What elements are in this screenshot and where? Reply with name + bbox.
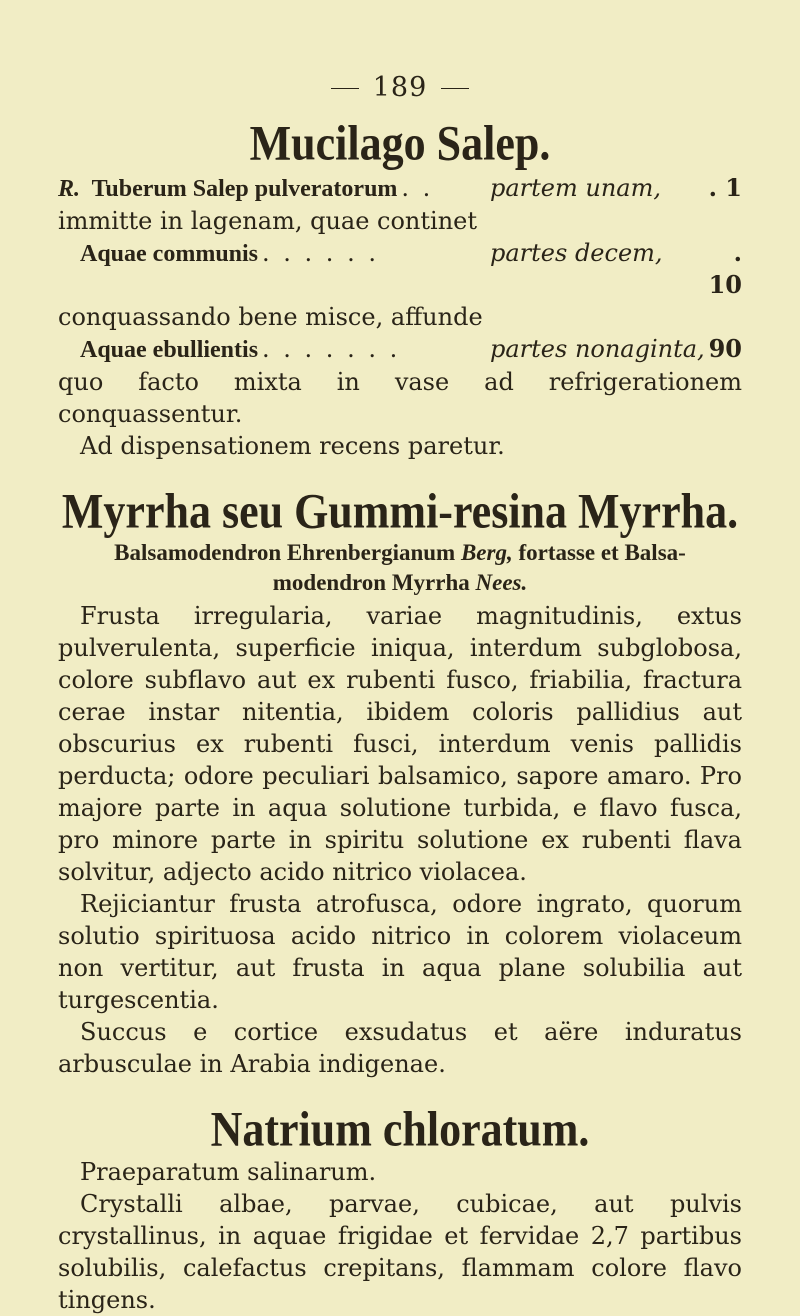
- recipe-ingredient: R. Tuberum Salep pulveratorum: [58, 176, 398, 202]
- recipe-symbol: R.: [58, 176, 81, 202]
- section-title-natrium: Natrium chloratum.: [210, 1102, 590, 1157]
- recipe-dots: . . . . . .: [262, 239, 379, 267]
- recipe-line-2: immitte in lagenam, quae continet: [58, 207, 478, 235]
- recipe-number: . 10: [708, 238, 742, 299]
- recipe-dots: . . . . . . .: [262, 335, 401, 363]
- recipe-ingredient: Aquae communis: [80, 241, 259, 267]
- natrium-paragraph-1: Praeparatum salinarum.: [80, 1158, 377, 1186]
- recipe-number: . 1: [708, 173, 742, 202]
- header-dash-left: [331, 88, 359, 89]
- recipe-quantity: partem unam,: [490, 174, 661, 202]
- natrium-paragraph-2: Crystalli albae, parvae, cubicae, aut pulvis crystallinus, in aquae frigidae et fervidae 2,7 partibus solubilis, calefactus crepitans, flammam colore flavo tingens.: [58, 1190, 742, 1314]
- myrrha-paragraph-1: Frusta irregularia, variae magnitudinis, extus pulverulenta, superficie iniqua, interdum subglobosa, colore subflavo aut ex rubenti fusco, friabilia, fractura cerae instar nitentia, ibidem coloris pallidius aut obscurius ex rubenti fusci, interdum venis pallidis perducta; odore peculiari balsamico, sapore amaro. Pro majore parte in aqua solutione turbida, e flavo fusca, pro minore parte in spiritu solutione ex rubenti flava solvitur, adjecto acido nitrico violacea.: [58, 602, 742, 886]
- myrrha-paragraph-2: Rejiciantur frusta atrofusca, odore ingrato, quorum solutio spirituosa acido nitrico in colorem violaceum non vertitur, aut frusta in aqua plane solubilia aut turgescentia.: [58, 890, 742, 1014]
- recipe-quantity: partes nonaginta,: [490, 335, 705, 363]
- recipe-line-6: quo facto mixta in vase ad refrigerationem conquassentur.: [58, 368, 742, 428]
- recipe-line-4: conquassando bene misce, affunde: [58, 303, 483, 331]
- page-number: 189: [372, 72, 428, 103]
- page-content: [58, 118, 742, 1316]
- recipe-dots: . .: [401, 174, 434, 202]
- recipe-ingredient: Aquae ebullientis: [80, 337, 259, 363]
- recipe-line-1: [58, 172, 742, 205]
- recipe-number: 90: [708, 334, 742, 363]
- recipe-line-5: [58, 333, 742, 366]
- section-title-mucilago: Mucilago Salep.: [249, 116, 551, 171]
- recipe-line-3: [58, 237, 742, 301]
- section-title-myrrha: Myrrha seu Gummi-resina Myrrha.: [61, 484, 739, 539]
- myrrha-subtitle: Balsamodendron Ehrenbergianum Berg, fortasse et Balsa- modendron Myrrha Nees.: [114, 540, 686, 595]
- page-header: [0, 72, 800, 103]
- mucilago-note: Ad dispensationem recens paretur.: [80, 432, 505, 460]
- recipe-quantity: partes decem,: [490, 239, 663, 267]
- header-dash-right: [441, 88, 469, 89]
- myrrha-paragraph-3: Succus e cortice exsudatus et aëre induratus arbusculae in Arabia indigenae.: [58, 1018, 742, 1078]
